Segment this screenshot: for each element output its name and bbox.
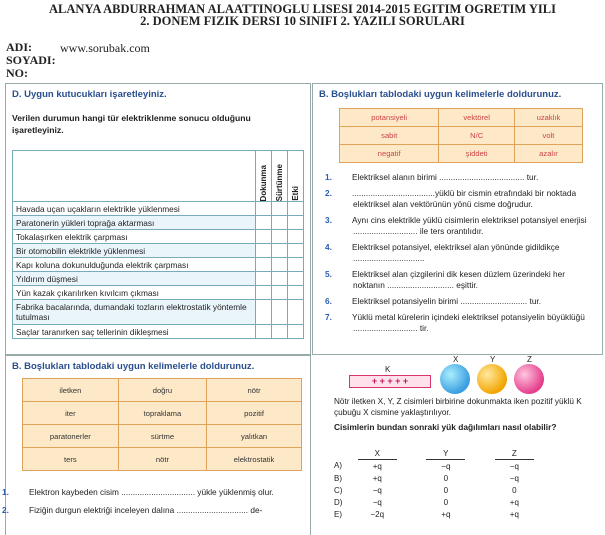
section-b2-title: B. Boşlukları tablodaki uygun kelimelerle doldurunuz. bbox=[12, 361, 255, 372]
sphere-z bbox=[514, 364, 544, 394]
checkbox-cell[interactable] bbox=[272, 202, 288, 216]
website-text: www.sorubak.com bbox=[60, 41, 150, 55]
charge-question-panel bbox=[312, 355, 601, 534]
section-b1-title: B. Boşlukları tablodaki uygun kelimelerle doldurunuz. bbox=[319, 89, 562, 100]
table-row: Tokalaşırken elektrik çarpması bbox=[13, 230, 304, 244]
checkbox-cell[interactable] bbox=[256, 216, 272, 230]
list-item: 2. ....................................yüklü bir cismin etrafındaki bir noktada elektriksel alan vektörünün yönü cisme doğrudur. bbox=[325, 188, 577, 209]
list-item: 6. Elektriksel potansiyelin birimi ............................. tur. bbox=[325, 296, 542, 306]
table-row: Fabrika bacalarında, dumandaki tozların elektrostatik yöntemle tutulması bbox=[13, 300, 304, 325]
label-x: X bbox=[453, 355, 459, 364]
section-b1-word-table: potansiyeli vektörel uzaklık sabit N/C volt negatif şiddeti azalır bbox=[339, 108, 583, 163]
section-d-table bbox=[12, 150, 304, 339]
column-dokunma: Dokunma bbox=[259, 164, 268, 201]
section-b1-items bbox=[325, 172, 595, 334]
list-item: 4. Elektriksel potansiyel, elektriksel alan yönünde gidildikçe ............................... bbox=[325, 242, 560, 263]
checkbox-cell[interactable] bbox=[256, 258, 272, 272]
checkbox-cell[interactable] bbox=[288, 325, 304, 339]
header-line-1: ALANYA ABDURRAHMAN ALAATTINOGLU LISESI 2014-2015 EGITIM OGRETIM YILI bbox=[49, 2, 556, 16]
checkbox-cell[interactable] bbox=[272, 300, 288, 325]
section-d-question: Verilen durumun hangi tür elektriklenme sonucu olduğunu işaretleyiniz. bbox=[12, 113, 251, 135]
list-item: 5. Elektriksel alan çizgilerini dik kesen düzlem üzerindeki her noktanın ............................. eşittir. bbox=[325, 269, 566, 290]
option-e[interactable]: E) −2q +q +q bbox=[334, 509, 519, 519]
list-item: 3. Aynı cins elektrikle yüklü cisimlerin elektriksel potansiyel enerjisi ............................ ile ters orantılıdır. bbox=[325, 215, 587, 236]
checkbox-cell[interactable] bbox=[288, 272, 304, 286]
table-row: Kapı koluna dokunulduğunda elektrik çarpması bbox=[13, 258, 304, 272]
checkbox-cell[interactable] bbox=[288, 300, 304, 325]
section-b1-panel bbox=[312, 83, 603, 355]
checkbox-cell[interactable] bbox=[272, 244, 288, 258]
surname-label: SOYADI: bbox=[6, 53, 56, 67]
section-d-panel bbox=[5, 83, 311, 355]
section-b2-word-table: iletken doğru nötr iter topraklama pozitif paratonerler sürtme yalıtkan ters nötr elektrostatik bbox=[22, 378, 302, 471]
section-b2-panel bbox=[2, 355, 311, 535]
checkbox-cell[interactable] bbox=[256, 244, 272, 258]
checkbox-cell[interactable] bbox=[272, 230, 288, 244]
list-item: 1. Elektron kaybeden cisim ................................ yükle yüklenmiş olur. bbox=[2, 487, 274, 497]
checkbox-cell[interactable] bbox=[288, 202, 304, 216]
table-row: Saçlar taranırken saç tellerinin dikleşmesi bbox=[13, 325, 304, 339]
sphere-x bbox=[440, 364, 470, 394]
column-etki: Etki bbox=[291, 186, 300, 201]
option-c[interactable]: C) −q 0 0 bbox=[334, 485, 517, 495]
checkbox-cell[interactable] bbox=[256, 286, 272, 300]
checkbox-cell[interactable] bbox=[272, 258, 288, 272]
list-item: 2. Fiziğin durgun elektriği inceleyen dalına ............................... de- bbox=[2, 505, 263, 515]
checkbox-cell[interactable] bbox=[288, 244, 304, 258]
checkbox-cell[interactable] bbox=[288, 230, 304, 244]
checkbox-cell[interactable] bbox=[272, 216, 288, 230]
label-y: Y bbox=[490, 355, 496, 364]
table-row: Bir otomobilin elektrikle yüklenmesi bbox=[13, 244, 304, 258]
header-line-2: 2. DONEM FIZIK DERSI 10 SINIFI 2. YAZILI SORULARI bbox=[140, 14, 465, 28]
column-surtunme: Sürtünme bbox=[275, 163, 284, 201]
section-b2-items bbox=[2, 487, 306, 516]
sphere-y bbox=[477, 364, 507, 394]
answer-table: X Y Z A) +q −q −q B) +q 0 −q C) −q 0 0 D) −q 0 +q E) −2q +q +q bbox=[334, 447, 534, 520]
checkbox-cell[interactable] bbox=[288, 258, 304, 272]
label-z: Z bbox=[527, 355, 532, 364]
checkbox-cell[interactable] bbox=[272, 272, 288, 286]
checkbox-cell[interactable] bbox=[288, 216, 304, 230]
option-b[interactable]: B) +q 0 −q bbox=[334, 473, 519, 483]
checkbox-cell[interactable] bbox=[272, 325, 288, 339]
label-k: K bbox=[385, 365, 391, 374]
k-rod: + + + + + bbox=[349, 375, 431, 388]
list-item: 1. Elektriksel alanın birimi ..................................... tur. bbox=[325, 172, 539, 182]
section-d-title: D. Uygun kutucukları işaretleyiniz. bbox=[12, 89, 167, 100]
name-label: ADI: bbox=[6, 40, 32, 54]
checkbox-cell[interactable] bbox=[256, 325, 272, 339]
question-prompt: Cisimlerin bundan sonraki yük dağılımları nasıl olabilir? bbox=[334, 422, 557, 432]
option-d[interactable]: D) −q 0 +q bbox=[334, 497, 519, 507]
table-row: Havada uçan uçakların elektrikle yüklenmesi bbox=[13, 202, 304, 216]
checkbox-cell[interactable] bbox=[256, 272, 272, 286]
option-a[interactable]: A) +q −q −q bbox=[334, 461, 519, 471]
checkbox-cell[interactable] bbox=[256, 230, 272, 244]
list-item: 7. Yüklü metal kürelerin içindeki elektriksel potansiyelin büyüklüğü ............................ tir. bbox=[325, 312, 585, 333]
question-text: Nötr iletken X, Y, Z cisimleri birbirine dokunmakta iken pozitif yüklü K çubuğu X cismine yaklaştırılıyor. bbox=[334, 397, 582, 417]
checkbox-cell[interactable] bbox=[256, 300, 272, 325]
checkbox-cell[interactable] bbox=[272, 286, 288, 300]
table-row: Paratonerin yükleri toprağa aktarması bbox=[13, 216, 304, 230]
checkbox-cell[interactable] bbox=[288, 286, 304, 300]
checkbox-cell[interactable] bbox=[256, 202, 272, 216]
table-row: Yıldırım düşmesi bbox=[13, 272, 304, 286]
table-row: Yün kazak çıkarılırken kıvılcım çıkması bbox=[13, 286, 304, 300]
number-label: NO: bbox=[6, 66, 28, 80]
